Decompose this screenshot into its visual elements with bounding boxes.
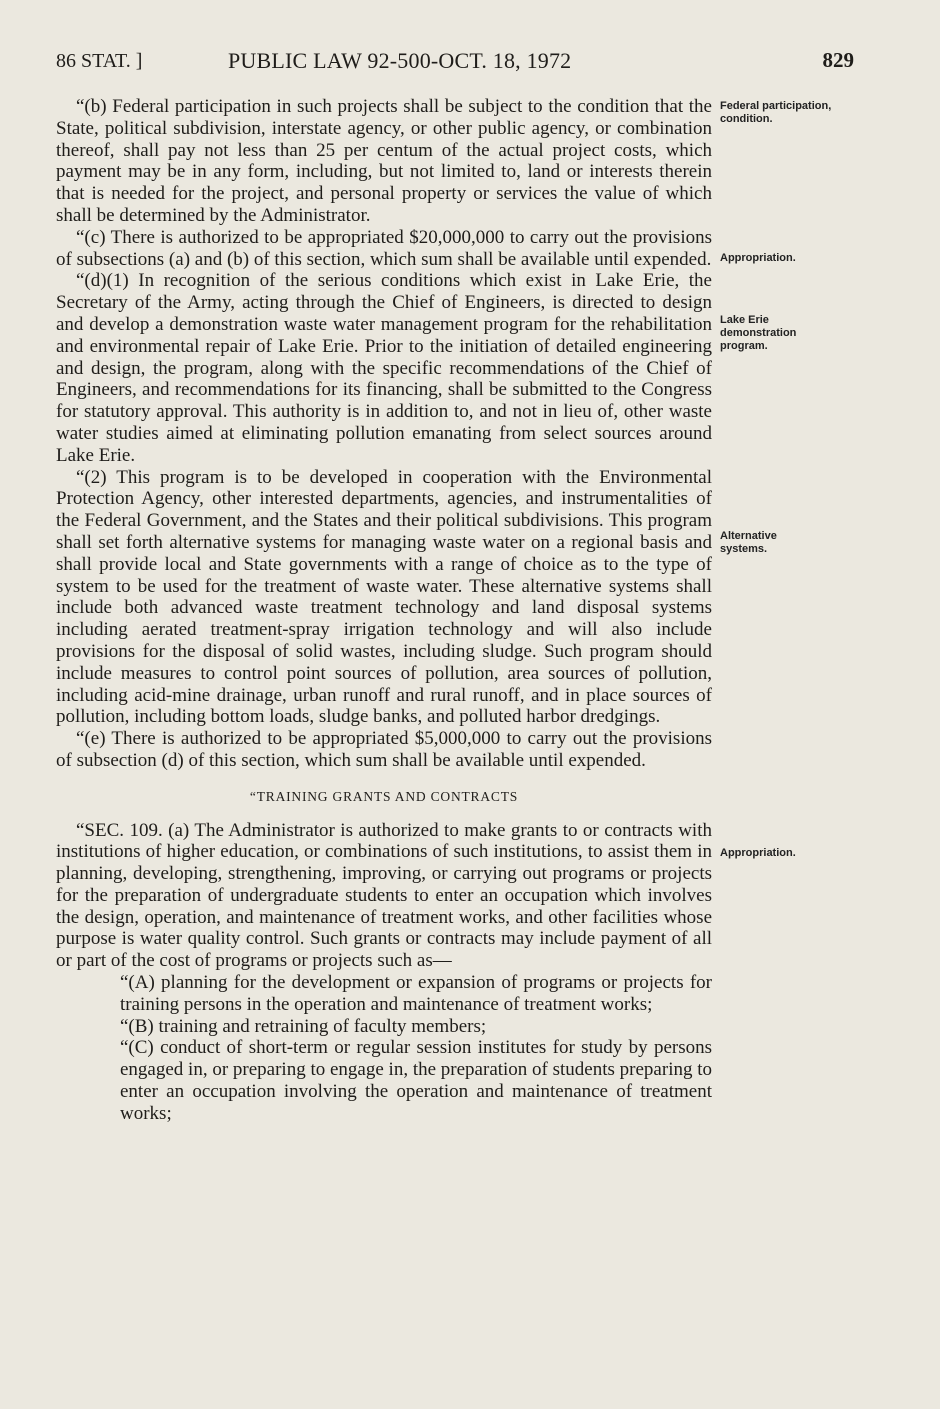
margin-note-appropriation-1: Appropriation. bbox=[720, 252, 796, 264]
list-item-a: “(A) planning for the development or expansion of programs or projects for training persons in the operation and maintenance of treatment works; bbox=[120, 972, 712, 1015]
paragraph-b: “(b) Federal participation in such projects shall be subject to the condition that the State, political subdivision, interstate agency, or other public agency, or combination thereof, shall pay not less than 25 per centum of the actual project costs, which payment may be in any form, including, but not limited to, land or interests therein that is needed for the project, and personal property or services the value of which shall be determined by the Administrator. bbox=[56, 96, 712, 226]
running-title: PUBLIC LAW 92-500-OCT. 18, 1972 bbox=[228, 48, 572, 73]
list-item-b: “(B) training and retraining of faculty members; bbox=[120, 1015, 487, 1037]
margin-note-lake-erie: Lake Erie demonstration program. bbox=[720, 314, 797, 352]
paragraph-e: “(e) There is authorized to be appropriated $5,000,000 to carry out the provisions of subsection (d) of this section, which sum shall be available until expended. bbox=[56, 728, 712, 771]
paragraph-d2: “(2) This program is to be developed in cooperation with the Environmental Protection Agency, other interested departments, agencies, and instrumentalities of the Federal Government, and the States and their political subdivisions. This program shall set forth alternative systems for managing waste water on a regional basis and shall provide local and State governments with a range of choice as to the type of system to be used for the treatment of waste water. These alternative systems shall include both advanced waste treatment technology and land disposal systems including aerated treatment-spray irrigation technology and will also include provisions for the disposal of solid wastes, including sludge. Such program should include measures to control point sources of pollution, area sources of pollution, including acid-mine drainage, urban runoff and rural runoff, and in place sources of pollution, including bottom loads, sludge banks, and polluted harbor dredgings. bbox=[56, 466, 712, 728]
paragraph-c: “(c) There is authorized to be appropriated $20,000,000 to carry out the provisions of subsections (a) and (b) of this section, which sum shall be available until expended. bbox=[56, 226, 712, 270]
section-heading: “TRAINING GRANTS AND CONTRACTS bbox=[249, 788, 519, 804]
statute-volume: 86 STAT. ] bbox=[56, 50, 143, 72]
margin-note-appropriation-2: Appropriation. bbox=[720, 847, 796, 859]
page-header bbox=[56, 46, 856, 76]
page-number: 829 bbox=[822, 48, 854, 72]
margin-note-federal: Federal participation, condition. bbox=[720, 100, 832, 125]
paragraph-sec109: “SEC. 109. (a) The Administrator is authorized to make grants to or contracts with institutions of higher education, or combinations of such institutions, to assist them in planning, developing, strengthening, improving, or carrying out programs or projects for the preparation of undergraduate students to enter an occupation which involves the design, operation, and maintenance of treatment works, and other facilities whose purpose is water quality control. Such grants or contracts may include payment of all or part of the cost of programs or projects such as— bbox=[56, 819, 712, 972]
margin-note-alternative: Alternative systems. bbox=[720, 530, 777, 555]
paragraph-d1: “(d)(1) In recognition of the serious conditions which exist in Lake Erie, the Secretary of the Army, acting through the Chief of Engineers, is directed to design and develop a demonstration waste water management program for the rehabilitation and environmental repair of Lake Erie. Prior to the initiation of detailed engineering and design, the program, along with the specific recommendations of the Chief of Engineers, and recommendations for its financing, shall be submitted to the Congress for statutory approval. This authority is in addition to, and not in lieu of, other waste water studies aimed at eliminating pollution emanating from select sources around Lake Erie. bbox=[56, 270, 712, 466]
body-text bbox=[56, 96, 712, 1125]
list-item-c: “(C) conduct of short-term or regular session institutes for study by persons engaged in, or preparing to engage in, the preparation of students preparing to enter an occupation involving the operation and maintenance of treatment works; bbox=[120, 1037, 712, 1124]
